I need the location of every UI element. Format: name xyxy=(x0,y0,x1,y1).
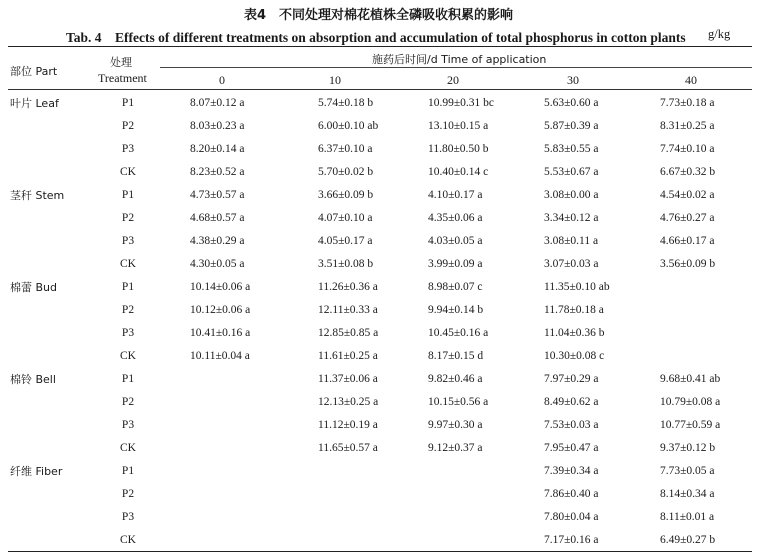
value-cell: 4.03±0.05 a xyxy=(428,234,483,247)
value-cell: 10.11±0.04 a xyxy=(190,349,250,362)
value-cell: 6.49±0.27 b xyxy=(660,533,716,546)
value-cell: 10.41±0.16 a xyxy=(190,326,251,339)
value-cell xyxy=(398,505,516,528)
value-cell: 8.17±0.15 d xyxy=(428,349,484,362)
table-title-en: Tab. 4 Effects of different treatments on absorption and accumulation of total phosphorus in cotton plants xyxy=(66,30,686,45)
part-cell: 叶片 Leaf xyxy=(10,96,59,110)
table-row xyxy=(8,252,752,275)
part-cell xyxy=(8,482,98,505)
header-day-10: 10 xyxy=(329,73,341,87)
table-row xyxy=(8,321,752,344)
value-cell xyxy=(158,390,278,413)
table-row xyxy=(8,160,752,183)
value-cell xyxy=(634,275,752,298)
value-cell: 3.08±0.00 a xyxy=(544,188,599,201)
bottom-rule xyxy=(8,551,752,552)
value-cell: 4.73±0.57 a xyxy=(190,188,245,201)
value-cell: 3.34±0.12 a xyxy=(544,211,599,224)
table-row xyxy=(8,206,752,229)
value-cell: 11.12±0.19 a xyxy=(318,418,378,431)
value-cell: 5.53±0.67 a xyxy=(544,165,599,178)
value-cell xyxy=(158,367,278,390)
treatment-cell: P2 xyxy=(121,211,135,224)
table-row xyxy=(8,344,752,367)
part-cell xyxy=(8,321,98,344)
treatment-cell: P2 xyxy=(121,303,135,316)
value-cell: 7.74±0.10 a xyxy=(660,142,715,155)
treatment-cell: P3 xyxy=(121,326,135,339)
part-cell: 棉铃 Bell xyxy=(10,372,56,386)
part-cell xyxy=(8,390,98,413)
value-cell: 10.40±0.14 c xyxy=(428,165,489,178)
value-cell: 10.77±0.59 a xyxy=(660,418,721,431)
value-cell xyxy=(158,482,278,505)
value-cell: 7.97±0.29 a xyxy=(544,372,599,385)
value-cell: 11.04±0.36 b xyxy=(544,326,605,339)
value-cell xyxy=(634,321,752,344)
header-span-rule xyxy=(160,67,752,68)
header-day-0: 0 xyxy=(219,73,225,87)
header-day-40: 40 xyxy=(685,73,697,87)
value-cell xyxy=(398,528,516,551)
part-cell xyxy=(8,298,98,321)
value-cell: 10.30±0.08 c xyxy=(544,349,605,362)
value-cell: 7.17±0.16 a xyxy=(544,533,599,546)
value-cell xyxy=(634,298,752,321)
value-cell: 4.54±0.02 a xyxy=(660,188,715,201)
value-cell: 12.13±0.25 a xyxy=(318,395,379,408)
header-treatment-en: Treatment xyxy=(98,71,147,85)
value-cell: 12.11±0.33 a xyxy=(318,303,378,316)
table-row xyxy=(8,482,752,505)
value-cell: 11.80±0.50 b xyxy=(428,142,489,155)
value-cell: 4.66±0.17 a xyxy=(660,234,715,247)
value-cell: 4.07±0.10 a xyxy=(318,211,373,224)
value-cell: 4.35±0.06 a xyxy=(428,211,483,224)
treatment-cell: CK xyxy=(120,349,136,362)
value-cell: 11.65±0.57 a xyxy=(318,441,378,454)
value-cell xyxy=(158,459,278,482)
treatment-cell: P2 xyxy=(121,395,135,408)
value-cell: 7.95±0.47 a xyxy=(544,441,599,454)
treatment-cell: P1 xyxy=(121,188,135,201)
value-cell: 13.10±0.15 a xyxy=(428,119,489,132)
value-cell: 4.30±0.05 a xyxy=(190,257,245,270)
treatment-cell: CK xyxy=(120,257,136,270)
value-cell xyxy=(278,505,398,528)
value-cell: 6.37±0.10 a xyxy=(318,142,373,155)
part-cell xyxy=(8,229,98,252)
value-cell: 9.97±0.30 a xyxy=(428,418,483,431)
value-cell xyxy=(158,413,278,436)
table-row xyxy=(8,91,752,114)
value-cell: 7.80±0.04 a xyxy=(544,510,599,523)
treatment-cell: CK xyxy=(120,441,136,454)
value-cell: 7.53±0.03 a xyxy=(544,418,599,431)
data-table xyxy=(8,91,752,551)
header-treatment-cn: 处理 xyxy=(110,56,132,69)
treatment-cell: P3 xyxy=(121,510,135,523)
part-cell xyxy=(8,505,98,528)
value-cell xyxy=(158,505,278,528)
value-cell: 9.37±0.12 b xyxy=(660,441,716,454)
part-cell xyxy=(8,114,98,137)
value-cell: 11.26±0.36 a xyxy=(318,280,378,293)
table-row xyxy=(8,413,752,436)
value-cell: 9.82±0.46 a xyxy=(428,372,483,385)
value-cell xyxy=(158,436,278,459)
table-row xyxy=(8,528,752,551)
table-row xyxy=(8,436,752,459)
table-row xyxy=(8,298,752,321)
part-cell xyxy=(8,252,98,275)
value-cell: 5.87±0.39 a xyxy=(544,119,599,132)
treatment-cell: P1 xyxy=(121,464,135,477)
value-cell: 3.66±0.09 b xyxy=(318,188,374,201)
value-cell: 9.94±0.14 b xyxy=(428,303,484,316)
value-cell: 8.98±0.07 c xyxy=(428,280,483,293)
treatment-cell: P1 xyxy=(121,280,135,293)
table-row xyxy=(8,390,752,413)
table-row xyxy=(8,275,752,298)
header-day-20: 20 xyxy=(447,73,459,87)
treatment-cell: P3 xyxy=(121,234,135,247)
value-cell: 8.07±0.12 a xyxy=(190,96,245,109)
treatment-cell: P1 xyxy=(121,372,135,385)
part-cell: 茎秆 Stem xyxy=(10,188,65,202)
value-cell: 7.73±0.05 a xyxy=(660,464,715,477)
value-cell: 8.49±0.62 a xyxy=(544,395,599,408)
value-cell: 10.14±0.06 a xyxy=(190,280,251,293)
header-time: 施药后时间/d Time of application xyxy=(372,53,547,66)
value-cell: 4.38±0.29 a xyxy=(190,234,245,247)
treatment-cell: CK xyxy=(120,533,136,546)
value-cell: 5.74±0.18 b xyxy=(318,96,374,109)
value-cell: 7.86±0.40 a xyxy=(544,487,599,500)
value-cell: 10.79±0.08 a xyxy=(660,395,721,408)
treatment-cell: P3 xyxy=(121,418,135,431)
table-row xyxy=(8,459,752,482)
value-cell: 8.20±0.14 a xyxy=(190,142,245,155)
treatment-cell: CK xyxy=(120,165,136,178)
value-cell: 10.99±0.31 bc xyxy=(428,96,495,109)
value-cell: 4.05±0.17 a xyxy=(318,234,373,247)
value-cell xyxy=(634,344,752,367)
value-cell: 9.12±0.37 a xyxy=(428,441,483,454)
treatment-cell: P1 xyxy=(121,96,135,109)
value-cell xyxy=(398,459,516,482)
value-cell: 10.15±0.56 a xyxy=(428,395,489,408)
value-cell: 4.10±0.17 a xyxy=(428,188,483,201)
value-cell xyxy=(278,482,398,505)
part-cell xyxy=(8,413,98,436)
part-cell xyxy=(8,344,98,367)
table-title-cn: 表4 不同处理对棉花植株全磷吸收积累的影响 xyxy=(243,8,514,23)
value-cell xyxy=(158,528,278,551)
value-cell: 7.73±0.18 a xyxy=(660,96,715,109)
value-cell: 7.39±0.34 a xyxy=(544,464,599,477)
treatment-cell: P2 xyxy=(121,119,135,132)
part-cell: 纤维 Fiber xyxy=(10,464,63,478)
value-cell xyxy=(278,528,398,551)
header-day-30: 30 xyxy=(567,73,579,87)
value-cell: 4.76±0.27 a xyxy=(660,211,715,224)
part-cell xyxy=(8,160,98,183)
value-cell xyxy=(278,459,398,482)
value-cell: 10.45±0.16 a xyxy=(428,326,489,339)
part-cell: 棉蕾 Bud xyxy=(10,280,57,294)
table-row xyxy=(8,183,752,206)
header-part: 部位 Part xyxy=(10,65,58,78)
value-cell: 3.99±0.09 a xyxy=(428,257,483,270)
value-cell: 5.70±0.02 b xyxy=(318,165,374,178)
top-rule xyxy=(8,46,752,47)
header-rule xyxy=(8,89,752,90)
value-cell: 6.67±0.32 b xyxy=(660,165,716,178)
part-cell xyxy=(8,436,98,459)
value-cell: 3.08±0.11 a xyxy=(544,234,599,247)
value-cell: 11.61±0.25 a xyxy=(318,349,378,362)
table-unit: g/kg xyxy=(708,27,731,41)
treatment-cell: P2 xyxy=(121,487,135,500)
value-cell: 6.00±0.10 ab xyxy=(318,119,379,132)
value-cell: 11.35±0.10 ab xyxy=(544,280,610,293)
value-cell: 11.78±0.18 a xyxy=(544,303,604,316)
table-row xyxy=(8,505,752,528)
treatment-cell: P3 xyxy=(121,142,135,155)
part-cell xyxy=(8,528,98,551)
value-cell: 8.14±0.34 a xyxy=(660,487,715,500)
table-row xyxy=(8,114,752,137)
value-cell: 3.51±0.08 b xyxy=(318,257,374,270)
table-row xyxy=(8,137,752,160)
part-cell xyxy=(8,137,98,160)
table-row xyxy=(8,229,752,252)
value-cell: 11.37±0.06 a xyxy=(318,372,378,385)
value-cell: 8.11±0.01 a xyxy=(660,510,715,523)
value-cell: 4.68±0.57 a xyxy=(190,211,245,224)
value-cell: 8.03±0.23 a xyxy=(190,119,245,132)
part-cell xyxy=(8,206,98,229)
value-cell: 8.23±0.52 a xyxy=(190,165,245,178)
value-cell: 5.63±0.60 a xyxy=(544,96,599,109)
value-cell: 9.68±0.41 ab xyxy=(660,372,721,385)
value-cell: 3.07±0.03 a xyxy=(544,257,599,270)
value-cell: 12.85±0.85 a xyxy=(318,326,379,339)
value-cell xyxy=(398,482,516,505)
value-cell: 8.31±0.25 a xyxy=(660,119,715,132)
table-row xyxy=(8,367,752,390)
value-cell: 10.12±0.06 a xyxy=(190,303,251,316)
value-cell: 3.56±0.09 b xyxy=(660,257,716,270)
value-cell: 5.83±0.55 a xyxy=(544,142,599,155)
